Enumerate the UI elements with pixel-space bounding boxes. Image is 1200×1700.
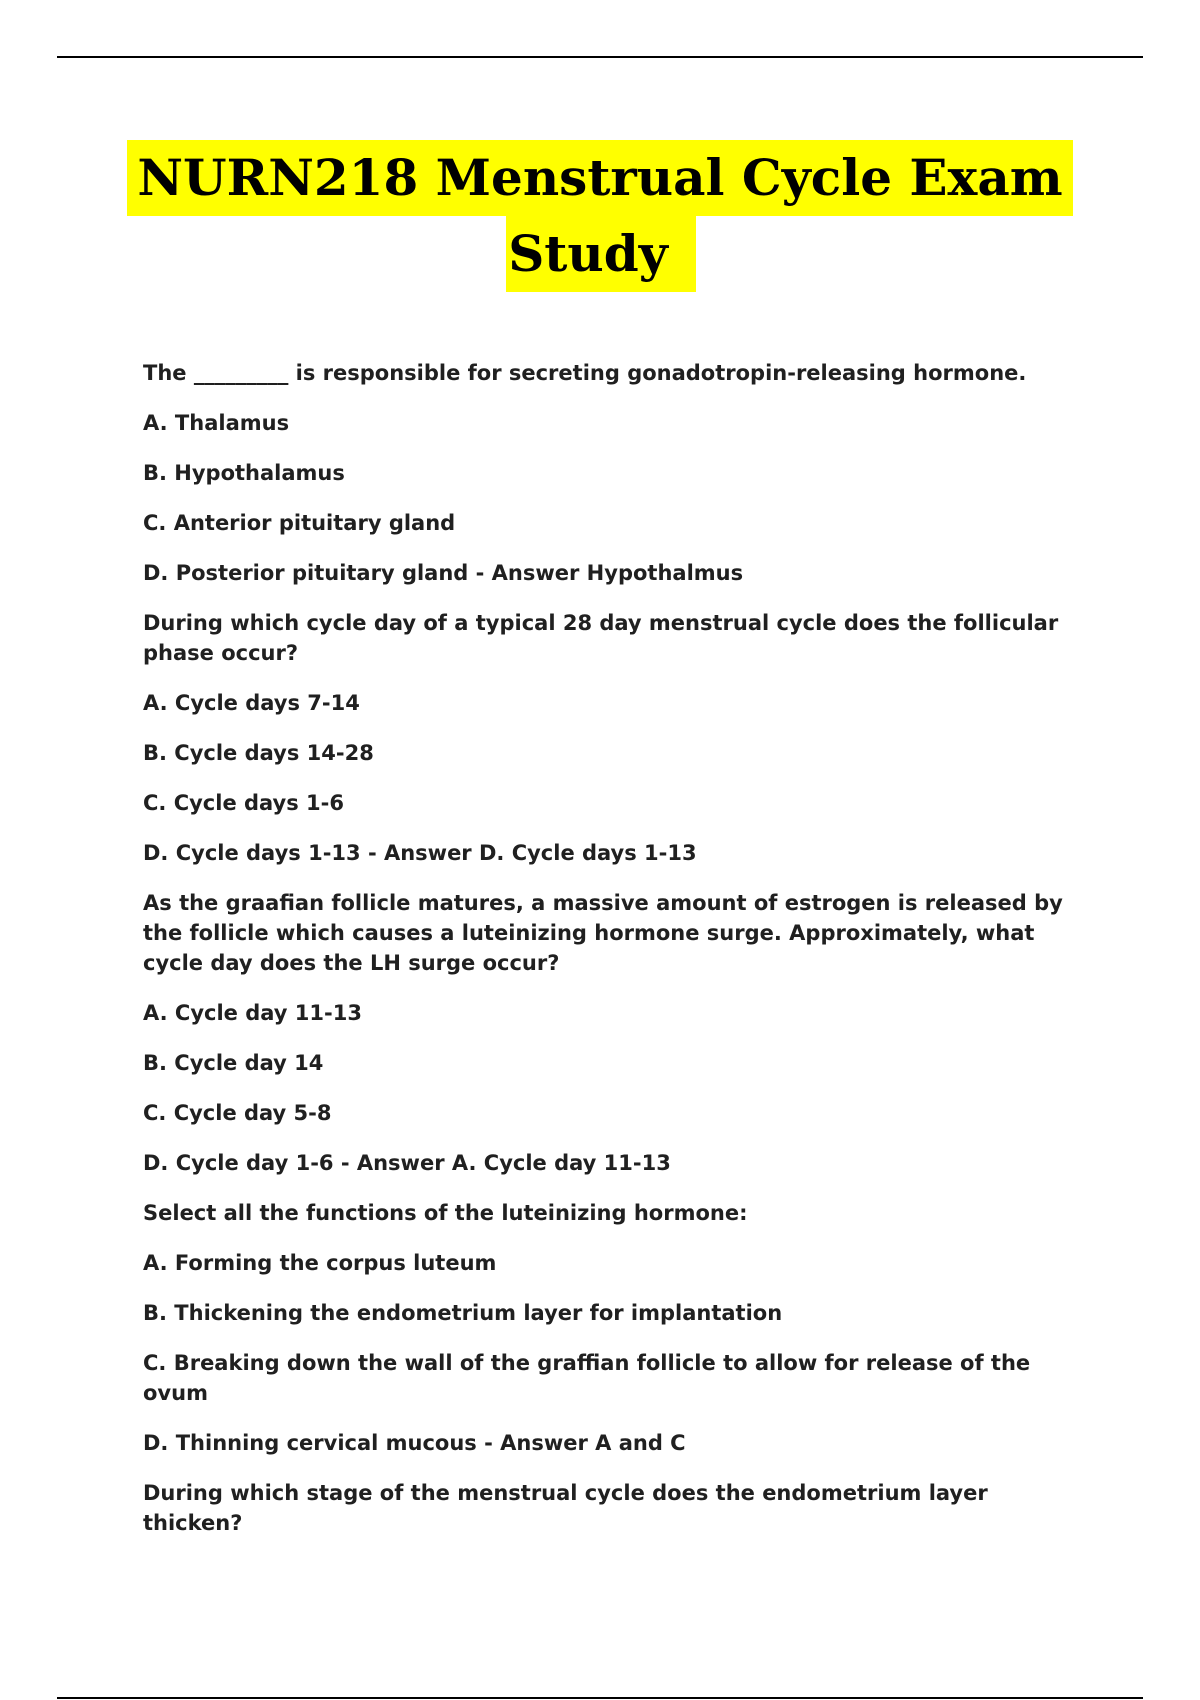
question-4-option-d-answer: D. Thinning cervical mucous - Answer A and C [143,1431,686,1455]
question-3-text: As the graafian follicle matures, a massive amount of estrogen is released by the follicle which causes a luteinizing hormone surge. Approximately, what cycle day does the LH surge occur? [143,891,1063,975]
question-3-option-b: B. Cycle day 14 [143,1051,324,1075]
question-4-option-c: C. Breaking down the wall of the graffian follicle to allow for release of the ovum [143,1351,1031,1405]
question-1-option-d-answer: D. Posterior pituitary gland - Answer Hypothalmus [143,561,744,585]
question-1-option-a: A. Thalamus [143,411,290,435]
question-1-option-c: C. Anterior pituitary gland [143,511,456,535]
question-2-option-b: B. Cycle days 14-28 [143,741,374,765]
document-body [143,358,1093,1558]
question-3-option-c: C. Cycle day 5-8 [143,1101,332,1125]
question-2-option-a: A. Cycle days 7-14 [143,691,360,715]
question-2-option-c: C. Cycle days 1-6 [143,791,344,815]
question-1-text: The _________ is responsible for secreting gonadotropin-releasing hormone. [143,361,1027,385]
bottom-rule [57,1697,1143,1699]
question-2-text: During which cycle day of a typical 28 day menstrual cycle does the follicular phase occur? [143,611,1059,665]
top-rule [57,56,1143,58]
question-3-option-a: A. Cycle day 11-13 [143,1001,362,1025]
title-line-1: NURN218 Menstrual Cycle Exam [127,140,1072,216]
question-4-option-b: B. Thickening the endometrium layer for implantation [143,1301,783,1325]
title-line-2: Study [506,216,696,292]
document-title [0,140,1200,292]
question-4-option-a: A. Forming the corpus luteum [143,1251,497,1275]
question-4-text: Select all the functions of the luteinizing hormone: [143,1201,748,1225]
question-5-text: During which stage of the menstrual cycle does the endometrium layer thicken? [143,1481,988,1535]
question-2-option-d-answer: D. Cycle days 1-13 - Answer D. Cycle days 1-13 [143,841,697,865]
question-1-option-b: B. Hypothalamus [143,461,345,485]
question-3-option-d-answer: D. Cycle day 1-6 - Answer A. Cycle day 11-13 [143,1151,671,1175]
